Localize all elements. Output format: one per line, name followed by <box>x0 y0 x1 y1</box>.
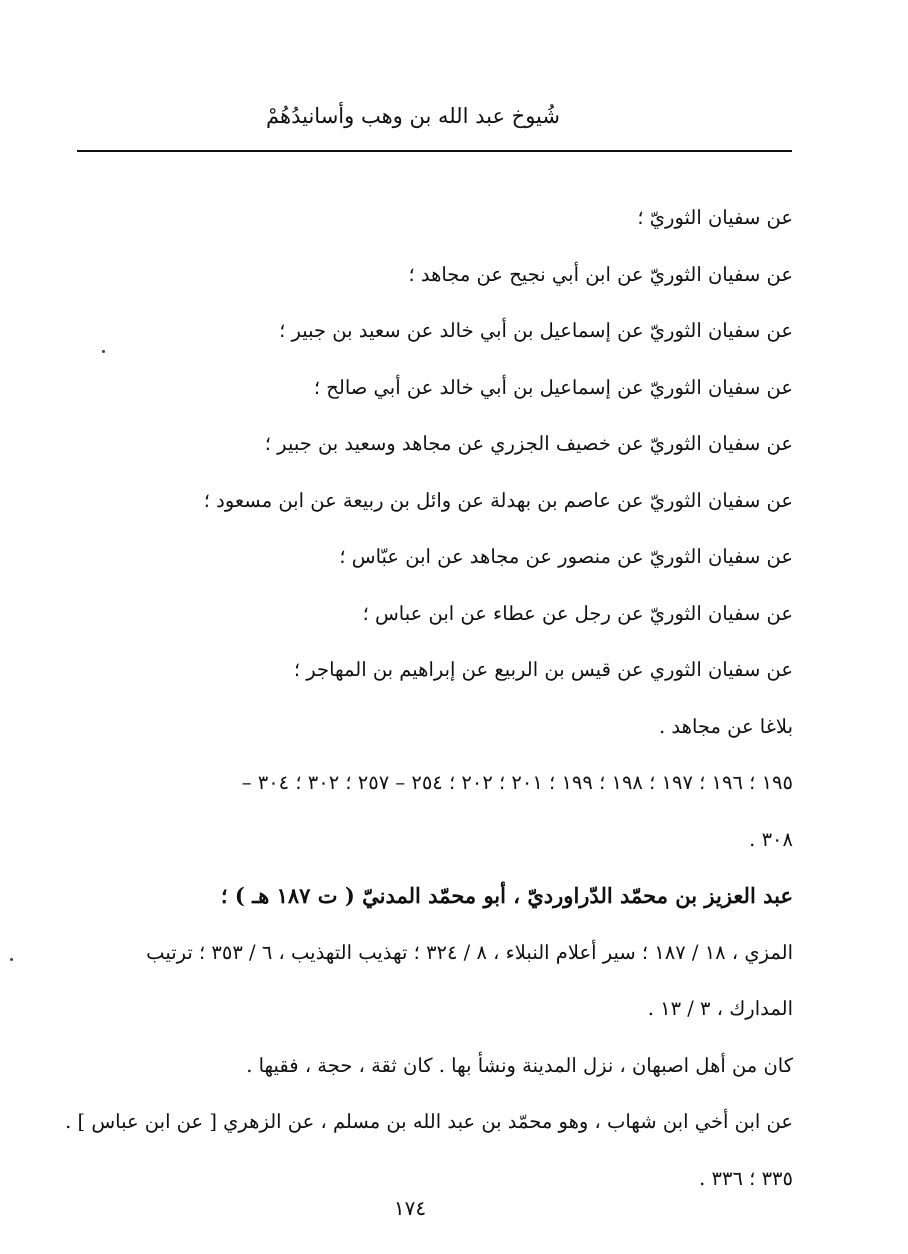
running-header-title: شُيوخ عبد الله بن وهب وأسانيدُهُمْ <box>266 104 560 128</box>
text-line: عن سفيان الثوريّ عن عاصم بن بهدلة عن وائل بن ربيعة عن ابن مسعود ؛ <box>203 488 793 512</box>
page-references-line: ١٩٥ ؛ ١٩٦ ؛ ١٩٧ ؛ ١٩٨ ؛ ١٩٩ ؛ ٢٠١ ؛ ٢٠٢ ؛ ٢٥٤ – ٢٥٧ ؛ ٣٠٢ ؛ ٣٠٤ – <box>241 771 793 794</box>
text-line: عن سفيان الثوريّ عن إسماعيل بن أبي خالد عن سعيد بن جبير ؛ <box>279 319 793 342</box>
text-line: عن سفيان الثوريّ عن منصور عن مجاهد عن ابن عبّاس ؛ <box>339 545 793 568</box>
sources-line: المزي ، ١٨ / ١٨٧ ؛ سير أعلام النبلاء ، ٨ / ٣٢٤ ؛ تهذيب التهذيب ، ٦ / ٣٥٣ ؛ ترتيب <box>146 940 793 964</box>
body-text <box>55 190 793 1207</box>
header-divider <box>77 150 792 152</box>
page-references-line: ٣٣٥ ؛ ٣٣٦ . <box>699 1166 793 1190</box>
text-line: عن ابن أخي ابن شهاب ، وهو محمّد بن عبد الله بن مسلم ، عن الزهري [ عن ابن عباس ] . <box>65 1110 793 1133</box>
text-line: عن سفيان الثوريّ عن إسماعيل بن أبي خالد عن أبي صالح ؛ <box>313 375 793 399</box>
scan-speck <box>10 958 13 961</box>
text-line: بلاغا عن مجاهد . <box>659 714 793 738</box>
page-number: ١٧٤ <box>393 1196 427 1220</box>
scan-speck <box>102 350 105 353</box>
entry-heading: عبد العزيز بن محمّد الدّراورديّ ، أبو محمّد المدنيّ ( ت ١٨٧ هـ ) ؛ <box>220 883 793 908</box>
text-line: عن سفيان الثوري عن قيس بن الربيع عن إبراهيم بن المهاجر ؛ <box>293 658 793 681</box>
text-line: عن سفيان الثوريّ عن خصيف الجزري عن مجاهد وسعيد بن جبير ؛ <box>264 432 793 455</box>
text-line: عن سفيان الثوريّ عن رجل عن عطاء عن ابن عباس ؛ <box>362 601 793 625</box>
text-line: كان من أهل اصبهان ، نزل المدينة ونشأ بها . كان ثقة ، حجة ، فقيها . <box>246 1053 793 1077</box>
sources-line: المدارك ، ٣ / ١٣ . <box>647 997 793 1020</box>
text-line: عن سفيان الثوريّ عن ابن أبي نجيح عن مجاهد ؛ <box>408 262 793 286</box>
text-line: عن سفيان الثوريّ ؛ <box>637 206 793 229</box>
page-references-line: ٣٠٨ . <box>749 827 793 851</box>
